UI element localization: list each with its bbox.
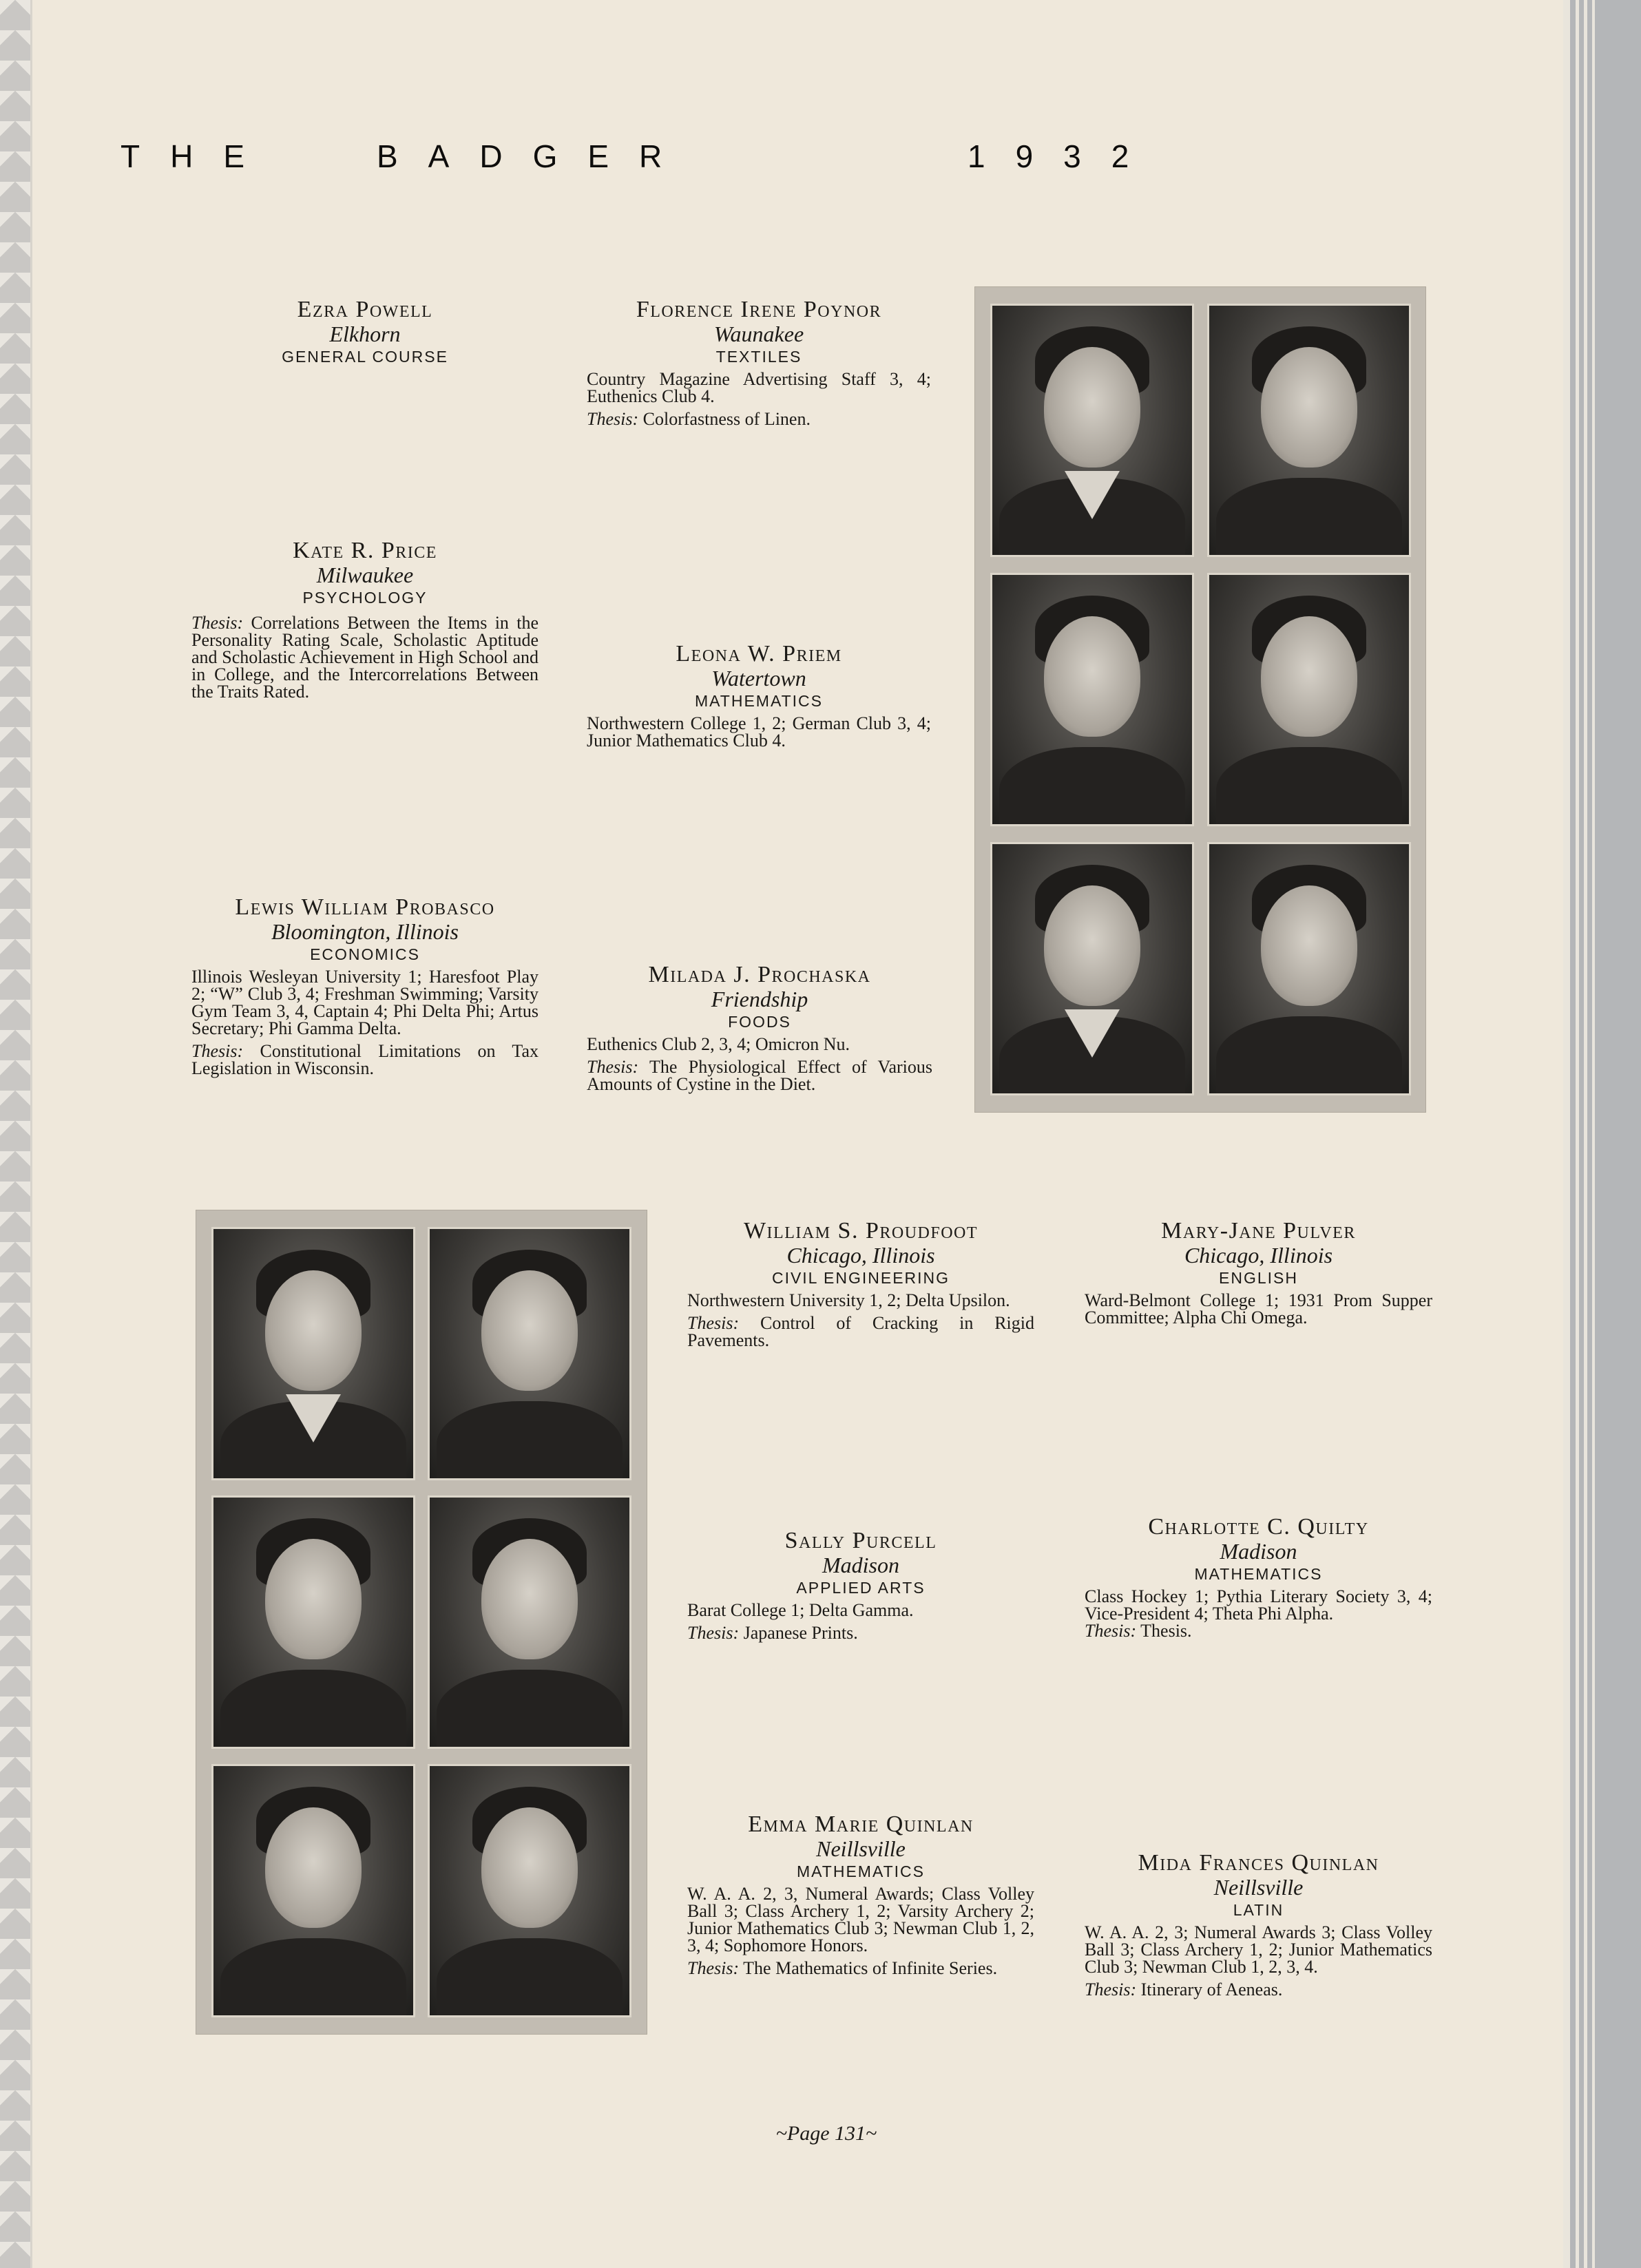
- student-course: ENGLISH: [1219, 1269, 1298, 1287]
- student-hometown: Chicago, Illinois: [1184, 1243, 1333, 1268]
- student-course: ECONOMICS: [310, 945, 420, 963]
- student-entry-quilty: [1085, 1515, 1432, 1639]
- portrait-photo: [1207, 573, 1411, 826]
- student-thesis: Thesis: Correlations Between the Items in the Personality Rating Scale, Scholastic Aptitude and Scholastic Achievement in High School and in College, and the Intercorrelations Between the Traits Rated.: [191, 613, 539, 702]
- student-hometown: Neillsville: [816, 1836, 906, 1861]
- student-course: MATHEMATICS: [1194, 1565, 1323, 1583]
- student-hometown: Chicago, Illinois: [786, 1243, 935, 1268]
- student-activities: Illinois Wesleyan University 1; Haresfoot Play 2; “W” Club 3, 4; Freshman Swimming; Varsity Gym Team 3, 4, Captain 4; Phi Delta Phi; Artus Secretary; Phi Gamma Delta.: [191, 967, 539, 1038]
- portrait-photo: [1207, 842, 1411, 1095]
- student-activities: Country Magazine Advertising Staff 3, 4; Euthenics Club 4.: [587, 369, 931, 406]
- student-name: Lewis William Probasco: [235, 894, 495, 920]
- portrait-photo: [990, 842, 1194, 1095]
- student-course: MATHEMATICS: [695, 692, 823, 710]
- student-entry-quinlan-emma: [687, 1812, 1034, 1977]
- portrait-photo: [211, 1495, 415, 1749]
- student-course: CIVIL ENGINEERING: [771, 1269, 950, 1287]
- student-course: GENERAL COURSE: [282, 348, 448, 366]
- student-activities: Class Hockey 1; Pythia Literary Society 3, 4; Vice-President 4; Theta Phi Alpha.: [1085, 1586, 1432, 1624]
- header-title-the: THE: [121, 138, 275, 174]
- portrait-photo: [211, 1764, 415, 2017]
- student-entry-proudfoot: [687, 1219, 1034, 1349]
- student-thesis: Thesis: Itinerary of Aeneas.: [1085, 1980, 1283, 1999]
- student-entry-priem: [587, 642, 931, 749]
- portrait-photo: [990, 304, 1194, 557]
- student-thesis: Thesis: Colorfastness of Linen.: [587, 409, 811, 429]
- student-entry-pulver: [1085, 1219, 1432, 1326]
- right-margin-stripe: [1584, 0, 1587, 2268]
- student-activities: W. A. A. 2, 3; Numeral Awards 3; Class Volley Ball 3; Class Archery 1, 2; Junior Mathematics Club 3; Newman Club 1, 2, 3, 4.: [1085, 1922, 1432, 1977]
- student-course: MATHEMATICS: [797, 1862, 925, 1880]
- student-entry-purcell: [687, 1529, 1034, 1641]
- portrait-photo: [211, 1227, 415, 1480]
- student-name: Mida Frances Quinlan: [1138, 1850, 1379, 1876]
- portrait-photo: [428, 1227, 631, 1480]
- student-hometown: Madison: [822, 1553, 899, 1577]
- student-name: Sally Purcell: [784, 1528, 937, 1553]
- student-name: Charlotte C. Quilty: [1148, 1514, 1369, 1540]
- student-activities: Ward-Belmont College 1; 1931 Prom Supper Committee; Alpha Chi Omega.: [1085, 1290, 1432, 1327]
- student-thesis: Thesis: Constitutional Limitations on Tax Legislation in Wisconsin.: [191, 1041, 539, 1078]
- student-entry-price: [191, 538, 539, 700]
- student-hometown: Bloomington, Illinois: [271, 919, 459, 944]
- portrait-photo: [990, 573, 1194, 826]
- student-entry-prochaska: [587, 963, 932, 1093]
- student-name: Emma Marie Quinlan: [748, 1812, 974, 1837]
- page-header: [121, 138, 1222, 186]
- photo-grid-lower: [196, 1210, 647, 2035]
- student-thesis: Thesis: The Physiological Effect of Various Amounts of Cystine in the Diet.: [587, 1057, 932, 1094]
- student-name: Milada J. Prochaska: [648, 962, 871, 987]
- student-hometown: Neillsville: [1213, 1875, 1304, 1900]
- student-course: TEXTILES: [715, 348, 802, 366]
- student-hometown: Madison: [1220, 1539, 1297, 1564]
- portrait-photo: [428, 1764, 631, 2017]
- student-thesis: Thesis: The Mathematics of Infinite Series.: [687, 1958, 998, 1978]
- student-course: PSYCHOLOGY: [302, 589, 428, 607]
- student-thesis: Thesis: Japanese Prints.: [687, 1623, 858, 1643]
- student-entry-powell: [262, 297, 468, 370]
- student-hometown: Friendship: [711, 987, 808, 1011]
- student-course: LATIN: [1233, 1901, 1284, 1919]
- header-year: 1932: [968, 138, 1160, 174]
- student-name: William S. Proudfoot: [743, 1218, 979, 1243]
- student-name: Kate R. Price: [293, 538, 437, 563]
- right-margin-stripe: [1576, 0, 1579, 2268]
- student-activities: Northwestern University 1, 2; Delta Upsilon.: [687, 1290, 1010, 1310]
- student-entry-probasco: [191, 895, 539, 1077]
- student-activities: Northwestern College 1, 2; German Club 3, 4; Junior Mathematics Club 4.: [587, 713, 931, 750]
- student-hometown: Waunakee: [713, 322, 804, 346]
- right-margin-stripe: [1592, 0, 1595, 2268]
- student-activities: Euthenics Club 2, 3, 4; Omicron Nu.: [587, 1034, 850, 1054]
- portrait-photo: [1207, 304, 1411, 557]
- student-hometown: Elkhorn: [329, 322, 401, 346]
- student-name: Ezra Powell: [297, 297, 433, 322]
- student-name: Florence Irene Poynor: [636, 297, 882, 322]
- student-course: FOODS: [728, 1013, 791, 1031]
- portrait-photo: [428, 1495, 631, 1749]
- student-course: APPLIED ARTS: [796, 1579, 926, 1597]
- student-activities: W. A. A. 2, 3, Numeral Awards; Class Volley Ball 3; Class Archery 1, 2; Varsity Archery 2; Junior Mathematics Club 3; Newman Club 1, 2, 3, 4; Sophomore Honors.: [687, 1884, 1034, 1955]
- header-title-badger: BADGER: [377, 138, 693, 174]
- student-name: Leona W. Priem: [676, 641, 842, 666]
- right-margin-stripe: [1563, 0, 1570, 2268]
- student-entry-poynor: [587, 297, 931, 428]
- decorative-right-margin: [1563, 0, 1641, 2268]
- photo-grid-upper: [974, 286, 1426, 1113]
- student-name: Mary-Jane Pulver: [1161, 1218, 1356, 1243]
- left-border-rule: [30, 0, 32, 2268]
- student-thesis: Thesis: Thesis.: [1085, 1621, 1192, 1641]
- student-activities: Barat College 1; Delta Gamma.: [687, 1600, 914, 1620]
- student-thesis: Thesis: Control of Cracking in Rigid Pavements.: [687, 1313, 1034, 1350]
- student-hometown: Watertown: [711, 666, 806, 691]
- decorative-left-border: [0, 0, 30, 2268]
- page-number: ~Page 131~: [775, 2122, 877, 2145]
- student-hometown: Milwaukee: [316, 563, 414, 587]
- student-entry-quinlan-mida: [1085, 1851, 1432, 1998]
